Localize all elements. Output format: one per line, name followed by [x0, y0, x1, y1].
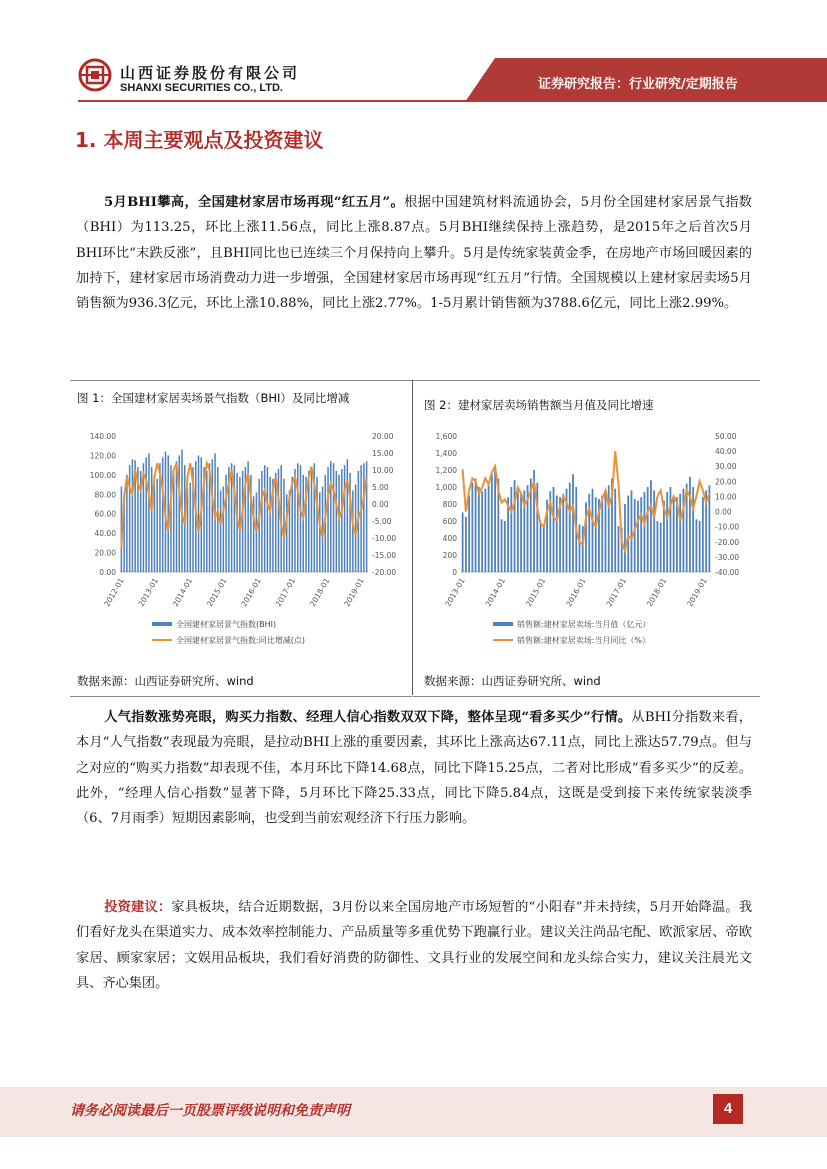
y-left-tick-label: 0.00 [99, 568, 116, 577]
legend-bar-swatch [152, 622, 172, 626]
y-left-tick-label: 400 [442, 534, 457, 543]
y-right-tick-label: -30.00 [715, 552, 740, 562]
paragraph-investment-body: 家具板块，结合近期数据，3月份以来全国房地产市场短暂的“小阳春”并未持续，5月开始降温。我们看好龙头在渠道实力、成本效率控制能力、产品质量等多重优势下跑赢行业。建议关注尚品宅配、欧派家居、帝欧家居、顾家家居；文娱用品板块，我们看好消费的防御性、文具行业的发展空间和龙头综合实力，建议关注晨光文具、齐心集团。 [76, 900, 753, 991]
bar [585, 502, 587, 572]
y-left-tick-label: 100.00 [89, 470, 116, 480]
report-type: 证券研究报告：行业研究/定期报告 [538, 77, 738, 92]
bar [206, 471, 208, 572]
x-tick-label: 2016-01 [239, 576, 263, 609]
bar [468, 496, 470, 573]
bar [504, 521, 506, 572]
bar [217, 467, 219, 572]
paragraph-bhi [76, 190, 752, 316]
bar [156, 479, 158, 572]
bar [592, 489, 594, 572]
bar [670, 487, 672, 572]
bar [198, 455, 200, 572]
bar [311, 467, 313, 572]
legend-bar-swatch [493, 622, 513, 626]
bar [595, 497, 597, 572]
bar [316, 477, 318, 572]
company-name-en: SHANXI SECURITIES CO., LTD. [120, 82, 283, 94]
bar [637, 501, 639, 572]
bar [267, 467, 269, 572]
bar [699, 521, 701, 572]
page-header [0, 0, 827, 112]
paragraph-bhi-lead: 5月BHI攀高，全国建材家居市场再现“红五月”。 [104, 195, 405, 210]
bar [488, 483, 490, 572]
bar [126, 475, 128, 572]
footer-disclaimer: 请务必阅读最后一页股票评级说明和免责声明 [70, 1103, 350, 1119]
x-tick-label: 2015-01 [523, 576, 548, 609]
paragraph-subindex [76, 705, 752, 831]
y-left-tick-label: 600 [442, 517, 457, 526]
bar [190, 483, 192, 572]
bar [520, 494, 522, 572]
bar [256, 492, 258, 572]
y-left-tick-label: 20.00 [94, 548, 116, 558]
bar [465, 517, 467, 572]
sales-chart [413, 422, 760, 660]
bar [132, 459, 134, 572]
bar [297, 463, 299, 572]
x-tick-label: 2016-01 [564, 576, 588, 609]
bar [491, 474, 493, 572]
bar [556, 496, 558, 573]
header-divider [78, 100, 827, 102]
bar [330, 461, 332, 572]
bhi-chart [70, 422, 412, 660]
bar [178, 455, 180, 572]
legend-bar-label: 全国建材家居景气指数(BHI) [176, 620, 277, 629]
bar [154, 485, 156, 572]
bar [278, 469, 280, 572]
bar [514, 480, 516, 572]
bar [484, 489, 486, 572]
bar [689, 477, 691, 572]
bar [657, 521, 659, 572]
bar [510, 487, 512, 572]
figure-1-source: 数据来源：山西证券研究所、wind [77, 674, 254, 688]
bar [543, 524, 545, 572]
paragraph-subindex-body: 从BHI分指数来看，本月“人气指数”表现最为亮眼，是拉动BHI上涨的重要因素，其环比上涨高达67.11点，同比上涨达57.79点。但与之对应的“购买力指数”却表现不佳，本月环比下降14.68点，同比下降15.25点，二者对比形成“看多买少”的反差。此外，“经理人信心指数”显著下降，5月环比下降25.33点，同比下降5.84点，这既是受到接下来传统家装淡季（6、7月雨季）短期因素影响，也受到当前宏观经济下行压力影响。 [76, 710, 752, 827]
y-right-tick-label: -5.00 [372, 517, 392, 526]
bar [553, 487, 555, 572]
bar [286, 494, 288, 572]
y-left-tick-label: 0 [452, 568, 457, 577]
company-name-cn: 山西证券股份有限公司 [120, 64, 301, 82]
bar [223, 487, 225, 572]
bar [640, 497, 642, 572]
bar [478, 487, 480, 572]
x-tick-label: 2014-01 [170, 576, 195, 609]
bar [212, 459, 214, 572]
bar [540, 523, 542, 572]
bar [225, 475, 227, 572]
bar [151, 467, 153, 572]
bar [145, 457, 147, 572]
y-right-tick-label: -10.00 [715, 522, 740, 532]
bar [695, 519, 697, 572]
bar [462, 513, 464, 573]
y-right-tick-label: 10.00 [372, 466, 394, 475]
y-right-tick-label: 15.00 [372, 449, 394, 458]
bar [569, 483, 571, 572]
bar [327, 467, 329, 572]
bar [333, 463, 335, 572]
x-tick-label: 2017-01 [604, 576, 629, 609]
bar [708, 485, 710, 572]
bar [562, 494, 564, 572]
paragraph-bhi-body: 根据中国建筑材料流通协会，5月份全国建材家居景气指数（BHI）为113.25，环比上涨11.56点，同比上涨8.87点。5月BHI继续保持上涨趋势，是2015年之后首次5月BHI环比“末跌反涨”，且BHI同比也已连续三个月保持向上攀升。5月是传统家装黄金季，在房地产市场回暖因素的加持下，建材家居市场消费动力进一步增强，全国建材家居市场再现“红五月”行情。全国规模以上建材家居卖场5月销售额为936.3亿元，环比上涨10.88%，同比上涨2.77%。1-5月累计销售额为3788.6亿元，同比上涨2.99%。 [76, 195, 752, 312]
bar [494, 466, 496, 572]
bar [264, 465, 266, 572]
x-tick-label: 2019-01 [685, 576, 709, 609]
x-tick-label: 2014-01 [483, 576, 508, 609]
bar [673, 496, 675, 573]
x-tick-label: 2015-01 [205, 576, 229, 609]
x-tick-label: 2018-01 [644, 576, 669, 609]
bar [129, 465, 131, 572]
bar [601, 496, 603, 573]
bar [269, 477, 271, 572]
bar [347, 459, 349, 572]
bar [360, 465, 362, 572]
bar [148, 453, 150, 572]
y-right-tick-label: 5.00 [372, 483, 389, 492]
y-right-tick-label: 0.00 [715, 507, 732, 517]
y-right-tick-label: -10.00 [372, 534, 397, 543]
x-tick-label: 2019-01 [342, 576, 366, 609]
bar [283, 479, 285, 572]
bar [631, 490, 633, 572]
y-right-tick-label: -20.00 [372, 568, 397, 577]
x-tick-label: 2013-01 [136, 576, 161, 609]
bar [702, 497, 704, 572]
bar [352, 490, 354, 572]
y-right-tick-label: -40.00 [715, 568, 740, 577]
y-left-tick-label: 140.00 [89, 432, 116, 441]
bar [261, 471, 263, 572]
x-tick-label: 2013-01 [443, 576, 467, 609]
bar [336, 471, 338, 572]
figure-2-source: 数据来源：山西证券研究所、wind [424, 674, 601, 688]
y-right-tick-label: 20.00 [372, 432, 394, 441]
y-right-tick-label: 50.00 [715, 432, 737, 441]
bar [618, 526, 620, 572]
bar [666, 492, 668, 572]
bar [258, 479, 260, 572]
bar [605, 490, 607, 572]
bar [501, 519, 503, 572]
y-right-tick-label: 10.00 [715, 492, 737, 502]
bar [475, 479, 477, 573]
bar [300, 465, 302, 572]
page-number: 4 [713, 1094, 743, 1124]
bar [627, 496, 629, 573]
figure-2-title: 图 2：建材家居卖场销售额当月值及同比增速 [424, 398, 654, 412]
bar [471, 483, 473, 572]
y-right-tick-label: -15.00 [372, 551, 397, 560]
y-right-tick-label: -20.00 [715, 537, 740, 547]
y-left-tick-label: 40.00 [94, 529, 116, 539]
x-tick-label: 2012-01 [102, 576, 126, 609]
paragraph-subindex-lead: 人气指数涨势亮眼，购买力指数、经理人信心指数双双下降，整体呈现“看多买少”行情。 [104, 710, 632, 725]
bar [653, 490, 655, 572]
bar [220, 490, 222, 572]
bar [679, 494, 681, 572]
y-right-tick-label: 20.00 [715, 477, 737, 487]
bar [170, 465, 172, 572]
y-left-tick-label: 200 [442, 551, 457, 560]
bar [660, 523, 662, 572]
legend-line-label: 销售额:建材家居卖场:当月同比（%） [517, 636, 650, 645]
paragraph-investment [76, 895, 752, 996]
bar [341, 469, 343, 572]
bar [338, 475, 340, 572]
bar [363, 463, 365, 572]
legend-line-label: 全国建材家居景气指数:同比增减(点) [176, 636, 305, 645]
legend-bar-label: 销售额:建材家居卖场:当月值（亿元） [517, 620, 651, 629]
y-left-tick-label: 120.00 [89, 451, 116, 461]
bar [624, 504, 626, 572]
bar [614, 489, 616, 572]
bar [344, 465, 346, 572]
bar [319, 492, 321, 572]
y-right-tick-label: 40.00 [715, 447, 737, 457]
y-right-tick-label: 0.00 [372, 500, 389, 509]
company-logo-icon [78, 58, 112, 92]
bar [572, 474, 574, 572]
bar [162, 457, 164, 572]
y-left-tick-label: 800 [442, 500, 457, 509]
bar [517, 491, 519, 572]
y-right-tick-label: 30.00 [715, 462, 737, 472]
bar [634, 499, 636, 572]
bar [579, 524, 581, 572]
bar [481, 491, 483, 572]
y-left-tick-label: 1,600 [435, 432, 457, 441]
section-title: 1. 本周主要观点及投资建议 [75, 128, 324, 152]
x-tick-label: 2017-01 [273, 576, 298, 609]
y-left-tick-label: 80.00 [94, 490, 116, 500]
y-left-tick-label: 1,400 [435, 449, 457, 458]
bar [644, 492, 646, 572]
series-line [121, 463, 366, 548]
y-left-tick-label: 1,000 [435, 483, 457, 492]
bar [647, 487, 649, 572]
investment-advice-label: 投资建议： [104, 900, 172, 915]
bar [650, 480, 652, 572]
bar [302, 475, 304, 572]
figure-1-title: 图 1：全国建材家居卖场景气指数（BHI）及同比增减 [77, 391, 350, 405]
bar [692, 487, 694, 572]
y-left-tick-label: 60.00 [94, 509, 116, 519]
y-left-tick-label: 1,200 [435, 466, 457, 475]
x-tick-label: 2018-01 [307, 576, 332, 609]
